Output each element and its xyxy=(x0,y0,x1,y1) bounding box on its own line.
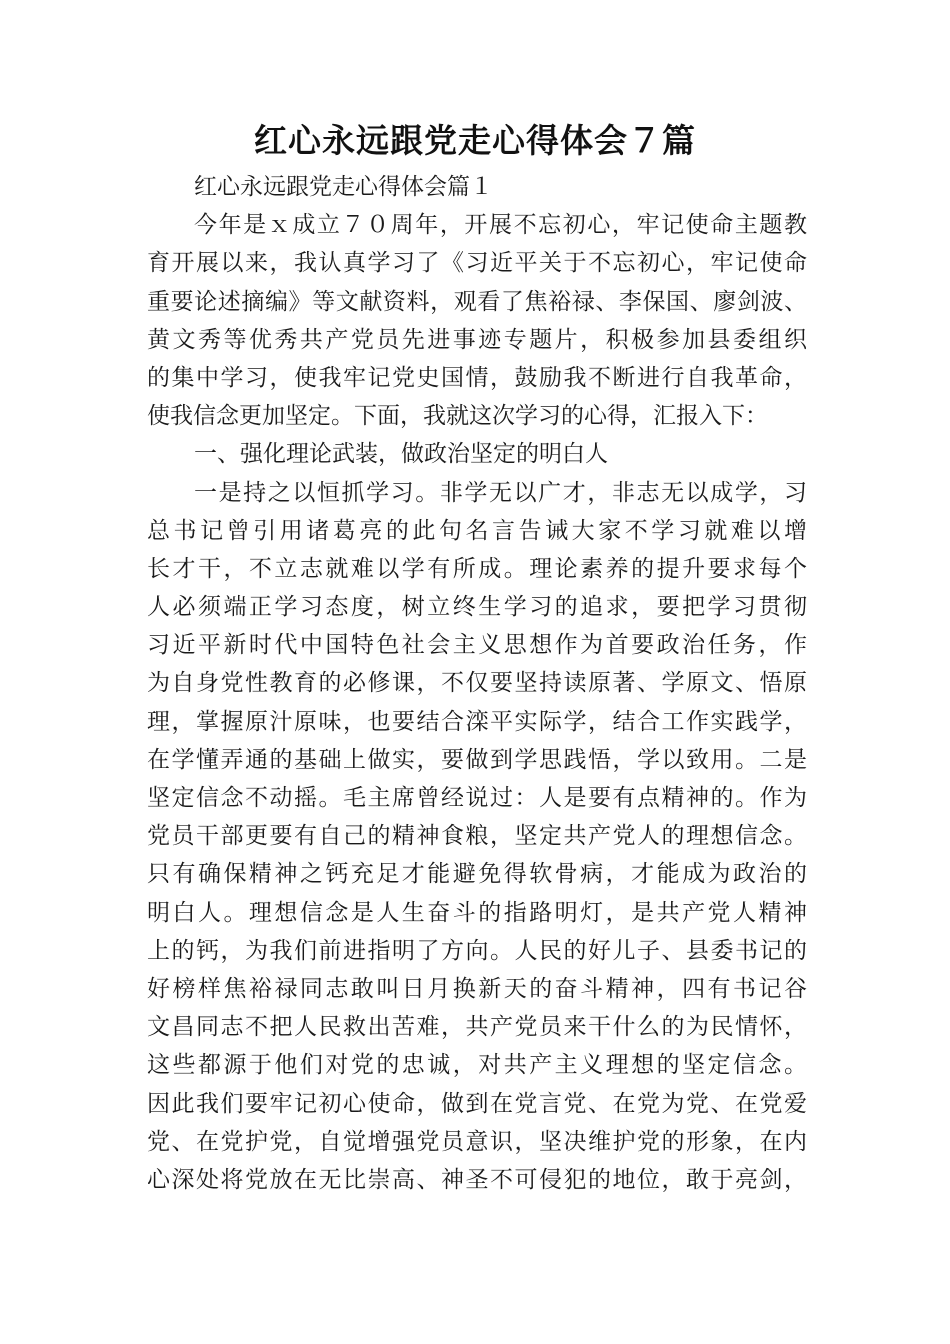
text-line: 人必须端正学习态度，树立终生学习的追求，要把学习贯彻 xyxy=(147,594,807,621)
text-line: 红心永远跟党走心得体会篇１ xyxy=(194,174,493,200)
text-line: 党员干部更要有自己的精神食粮，坚定共产党人的理想信念。 xyxy=(147,823,807,850)
text-line: 一是持之以恒抓学习。非学无以广才，非志无以成学，习 xyxy=(194,479,807,506)
text-line: 只有确保精神之钙充足才能避免得软骨病，才能成为政治的 xyxy=(147,861,807,888)
text-line: 的集中学习，使我牢记党史国情，鼓励我不断进行自我革命， xyxy=(147,364,807,391)
text-line: 在学懂弄通的基础上做实，要做到学思践悟，学以致用。二是 xyxy=(147,746,807,773)
text-line: 黄文秀等优秀共产党员先进事迹专题片，积极参加县委组织 xyxy=(147,326,807,353)
text-line: 上的钙，为我们前进指明了方向。人民的好儿子、县委书记的 xyxy=(147,937,807,964)
text-line: 使我信念更加坚定。下面，我就这次学习的心得，汇报入下： xyxy=(147,403,768,430)
text-line: 明白人。理想信念是人生奋斗的指路明灯，是共产党人精神 xyxy=(147,899,807,926)
text-line: 育开展以来，我认真学习了《习近平关于不忘初心，牢记使命 xyxy=(147,250,807,277)
text-line: 长才干，不立志就难以学有所成。理论素养的提升要求每个 xyxy=(147,555,807,582)
text-line: 理，掌握原汁原味，也要结合滦平实际学，结合工作实践学， xyxy=(147,708,807,735)
text-line: 习近平新时代中国特色社会主义思想作为首要政治任务，作 xyxy=(147,632,807,659)
text-line: 这些都源于他们对党的忠诚，对共产主义理想的坚定信念。 xyxy=(147,1052,807,1079)
text-line: 今年是ｘ成立７０周年，开展不忘初心，牢记使命主题教 xyxy=(194,212,807,239)
text-line: 文昌同志不把人民救出苦难，共产党员来干什么的为民情怀， xyxy=(147,1014,807,1041)
text-line: 为自身党性教育的必修课，不仅要坚持读原著、学原文、悟原 xyxy=(147,670,807,697)
text-line: 党、在党护党，自觉增强党员意识，坚决维护党的形象，在内 xyxy=(147,1128,807,1155)
document-body xyxy=(147,168,807,1199)
text-line: 一、强化理论武装，做政治坚定的明白人 xyxy=(194,441,608,468)
text-line: 因此我们要牢记初心使命，做到在党言党、在党为党、在党爱 xyxy=(147,1090,807,1117)
document-title: 红心永远跟党走心得体会７篇 xyxy=(254,121,696,160)
text-line: 坚定信念不动摇。毛主席曾经说过：人是要有点精神的。作为 xyxy=(147,785,807,811)
text-line: 好榜样焦裕禄同志敢叫日月换新天的奋斗精神，四有书记谷 xyxy=(147,975,807,1002)
text-line: 心深处将党放在无比崇高、神圣不可侵犯的地位，敢于亮剑， xyxy=(147,1166,807,1193)
text-line: 总书记曾引用诸葛亮的此句名言告诫大家不学习就难以增 xyxy=(147,517,807,544)
text-line: 重要论述摘编》等文献资料，观看了焦裕禄、李保国、廖剑波、 xyxy=(147,288,807,315)
